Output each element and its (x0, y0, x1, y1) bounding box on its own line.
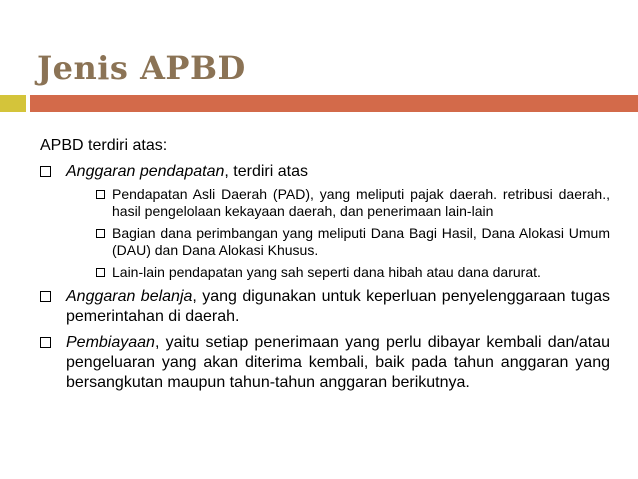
sub-list-item (66, 225, 610, 259)
slide-body (40, 136, 610, 399)
item-text: , yang digunakan untuk keperluan penyelenggaraan tugas pemerintahan di daerah. (66, 288, 611, 325)
list-item (40, 162, 610, 281)
title-accent-bar-left (0, 95, 26, 112)
sub-list-item (66, 264, 610, 281)
square-bullet-icon (96, 268, 105, 277)
square-bullet-icon (40, 337, 51, 348)
item-term: Anggaran pendapatan (66, 163, 225, 180)
item-term: Pembiayaan (66, 334, 155, 351)
sub-list (66, 186, 610, 281)
slide-title: Jenis APBD (37, 49, 246, 87)
square-bullet-icon (96, 190, 105, 199)
square-bullet-icon (40, 291, 51, 302)
list-item (40, 287, 610, 327)
intro-text: APBD terdiri atas: (40, 137, 168, 154)
list-item (40, 333, 610, 393)
item-text: , yaitu setiap penerimaan yang perlu dibayar kembali dan/atau pengeluaran yang akan diterima kembali, baik pada tahun anggaran yang bersangkutan maupun tahun-tahun anggaran berikutnya. (66, 334, 610, 391)
sub-item-text: Pendapatan Asli Daerah (PAD), yang meliputi pajak daerah. retribusi daerah., hasil pengelolaan kekayaan daerah, dan penerimaan lain-lain (112, 186, 610, 219)
title-accent-bar-right (30, 95, 638, 112)
item-term: Anggaran belanja (66, 288, 193, 305)
sub-list-item (66, 186, 610, 220)
square-bullet-icon (96, 229, 105, 238)
item-text: , terdiri atas (224, 163, 308, 180)
square-bullet-icon (40, 166, 51, 177)
bullet-list (40, 162, 610, 393)
sub-item-text: Lain-lain pendapatan yang sah seperti dana hibah atau dana darurat. (112, 264, 541, 280)
sub-item-text: Bagian dana perimbangan yang meliputi Dana Bagi Hasil, Dana Alokasi Umum (DAU) dan Dana Alokasi Khusus. (112, 225, 610, 258)
